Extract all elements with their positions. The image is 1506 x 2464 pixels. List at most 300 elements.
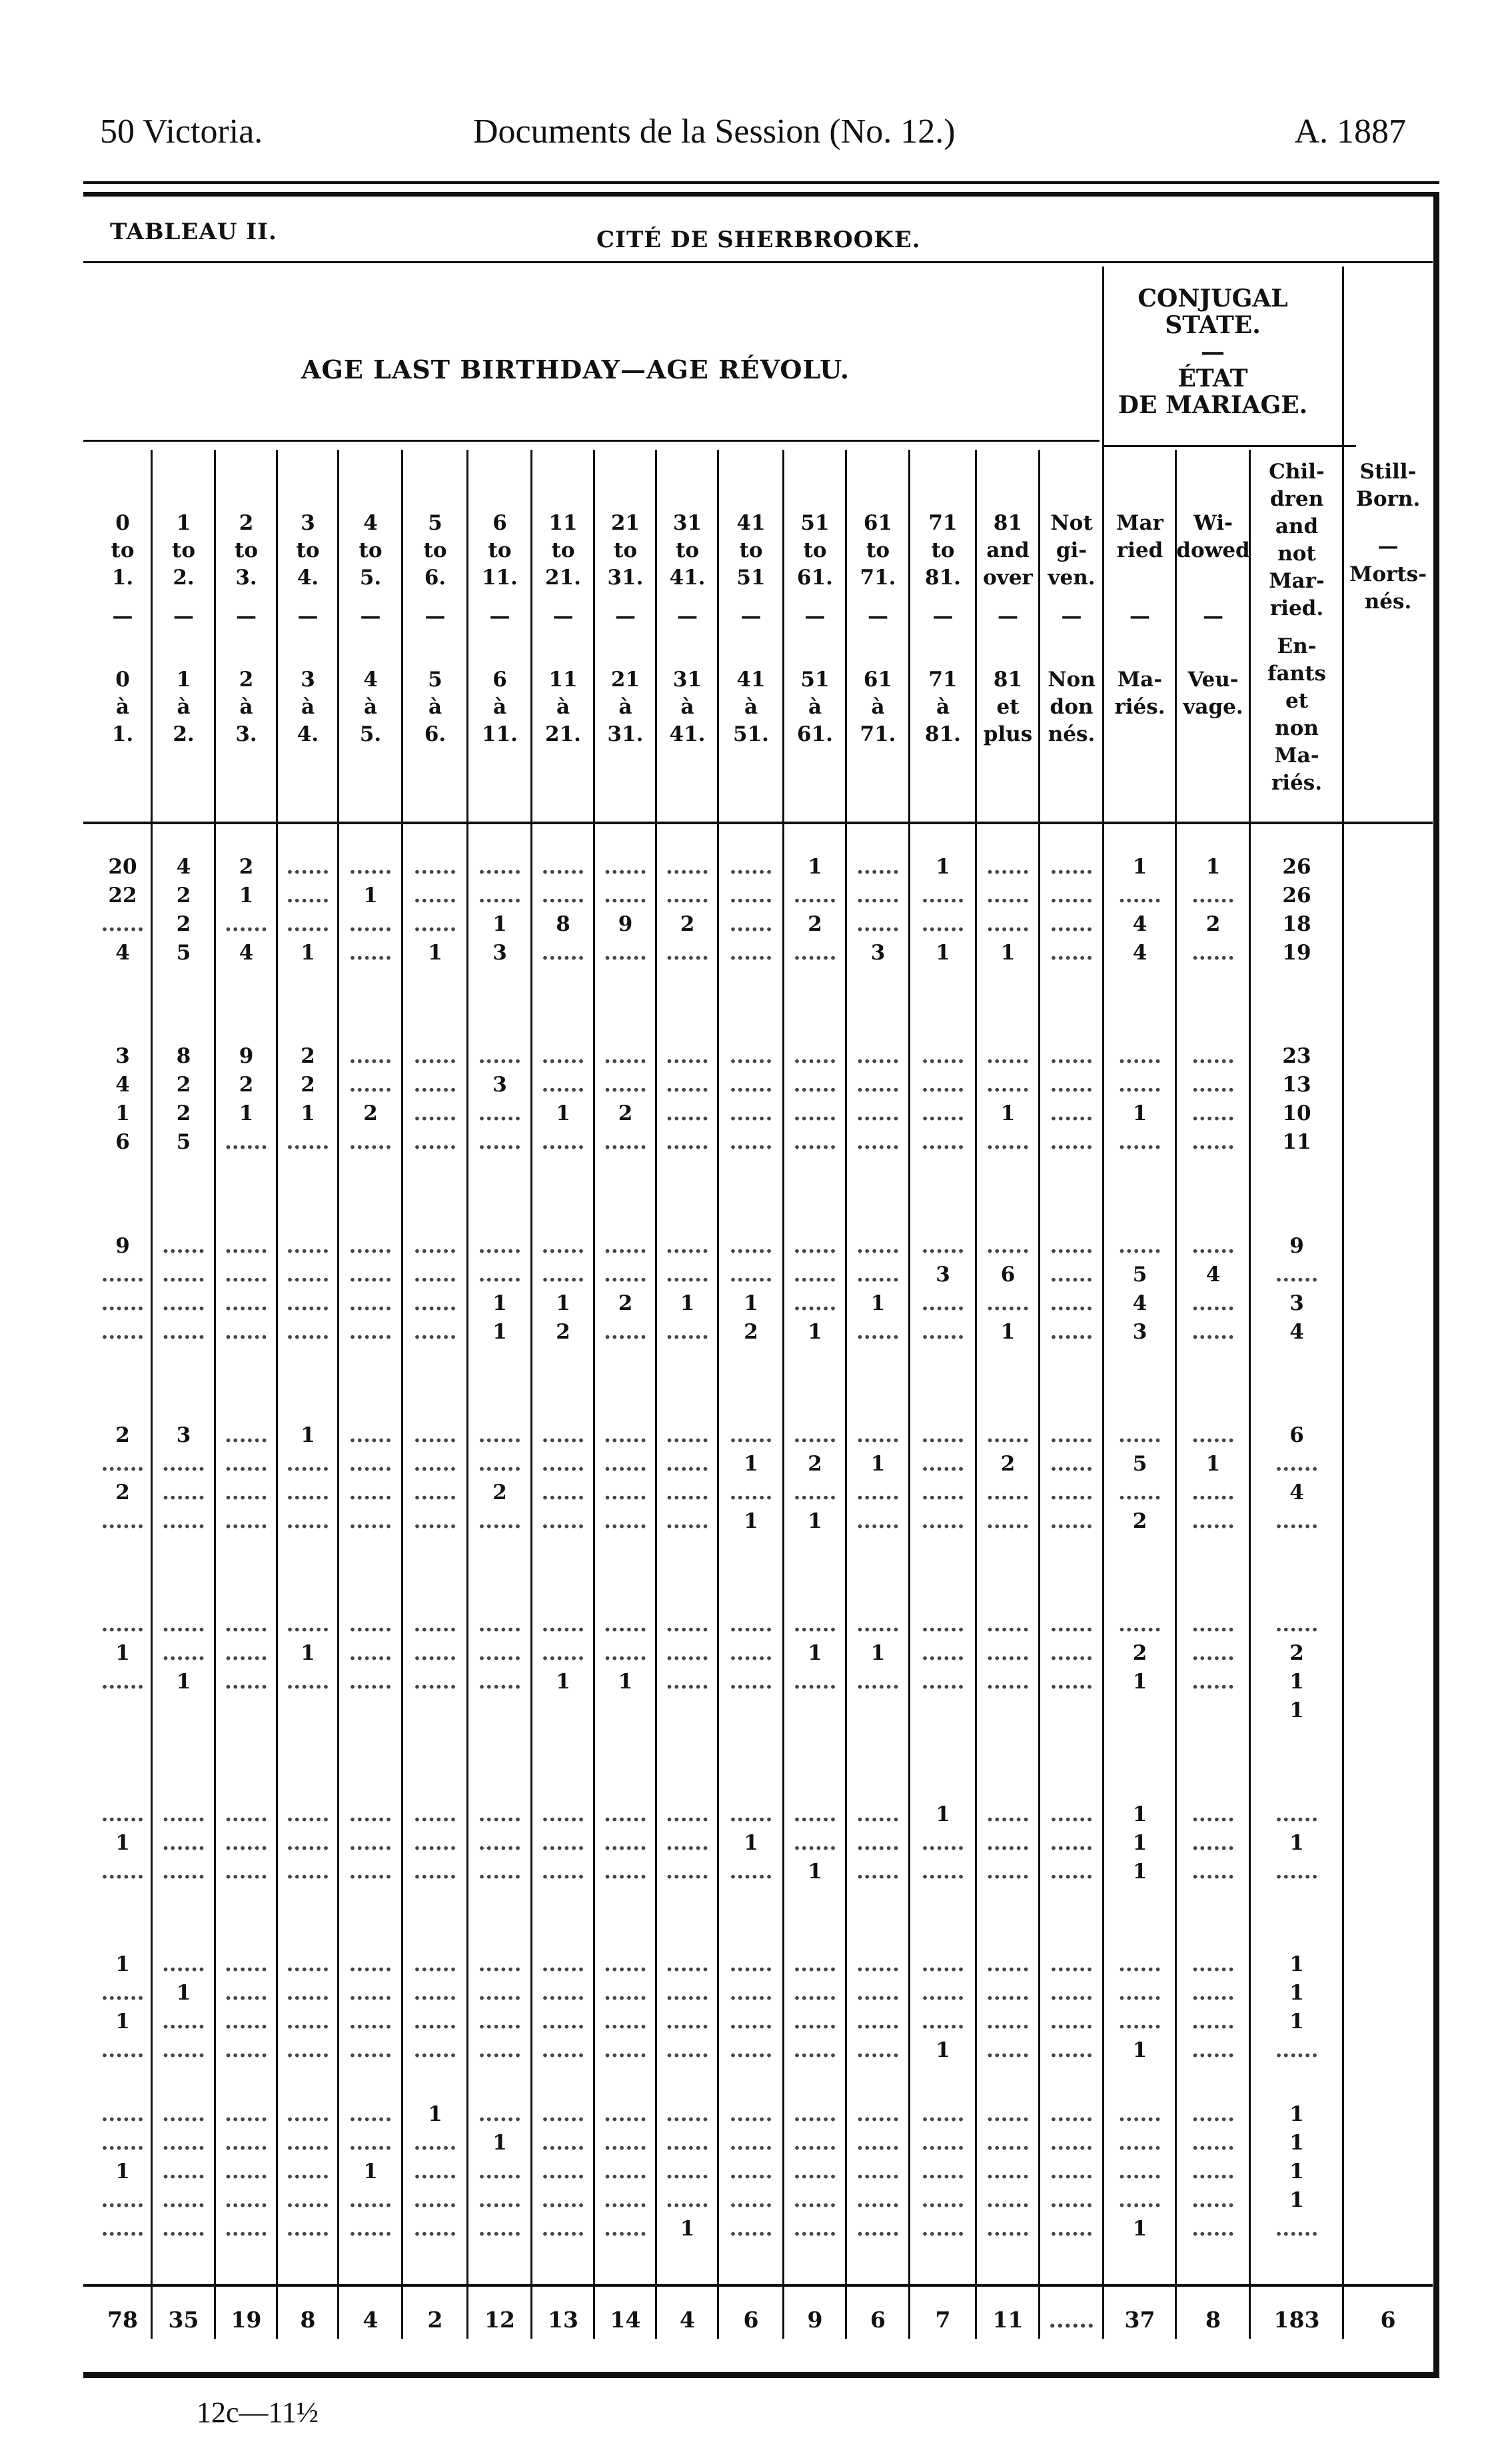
table-cell: ......	[162, 1831, 205, 1855]
header-line: 1	[176, 511, 191, 535]
header-line: à	[301, 695, 315, 719]
column-header-en	[152, 510, 215, 592]
table-cell: ......	[1191, 1481, 1235, 1505]
table-cell: ......	[856, 1320, 900, 1344]
table-cell: ......	[666, 1234, 709, 1258]
table-cell: ......	[1191, 1320, 1235, 1344]
table-cell: ......	[541, 1981, 585, 2005]
table-cell: 19	[1282, 941, 1311, 965]
table-cell: ......	[1191, 1423, 1235, 1447]
header-line: non	[1275, 716, 1319, 740]
table-cell: ......	[986, 1291, 1030, 1315]
header-line: 2.	[173, 566, 195, 590]
table-cell: ......	[729, 1130, 773, 1154]
header-line: 51	[800, 511, 830, 535]
table-cell: ......	[286, 1612, 330, 1636]
table-cell: ......	[162, 2159, 205, 2183]
table-cell: ......	[856, 1952, 900, 1976]
table-cell: 1	[556, 1101, 570, 1125]
table-cell: 1	[115, 1101, 130, 1125]
table-cell: ......	[729, 1952, 773, 1976]
table-cell: ......	[162, 1234, 205, 1258]
table-cell: ......	[729, 941, 773, 965]
table-cell: ......	[793, 2217, 837, 2241]
table-cell: ......	[478, 1981, 522, 2005]
table-cell: ......	[921, 2217, 965, 2241]
table-cell: ......	[793, 1802, 837, 1826]
table-cell: ......	[478, 1802, 522, 1826]
table-cell: 1	[744, 1452, 758, 1476]
table-cell: ......	[541, 1234, 585, 1258]
table-cell: ......	[225, 1670, 268, 1694]
table-cell: 4	[176, 855, 191, 879]
header-line: 6.	[424, 722, 446, 746]
table-cell: ......	[349, 1320, 392, 1344]
table-cell: ......	[1275, 1612, 1319, 1636]
table-cell: 4	[115, 941, 130, 965]
header-line: don	[1050, 695, 1094, 719]
table-cell: ......	[162, 1509, 205, 1533]
table-cell: 2	[176, 884, 191, 908]
table-cell: ......	[986, 1981, 1030, 2005]
column-header-en	[277, 510, 339, 592]
header-line: Not	[1050, 511, 1093, 535]
table-cell: ......	[1191, 1952, 1235, 1976]
table-cell: ......	[286, 1670, 330, 1694]
table-cell: ......	[1118, 1130, 1161, 1154]
header-line: to	[739, 538, 763, 562]
table-cell: 5	[176, 941, 191, 965]
header-line: 2.	[173, 722, 195, 746]
table-cell: ......	[101, 1452, 145, 1476]
table-cell: ......	[604, 1612, 647, 1636]
header-line: 41.	[669, 722, 706, 746]
table-cell: ......	[225, 1612, 268, 1636]
table-cell: 26	[1282, 855, 1311, 879]
table-cell: 1	[808, 1860, 822, 1884]
table-cell: ......	[1275, 1860, 1319, 1884]
table-cell: ......	[921, 1670, 965, 1694]
table-cell: ......	[225, 1130, 268, 1154]
table-cell: 1	[492, 2131, 507, 2155]
table-cell: ......	[1050, 1423, 1094, 1447]
table-cell: 1	[870, 1452, 886, 1476]
table-cell: 4	[1132, 912, 1147, 936]
table-cell: ......	[1275, 1509, 1319, 1533]
table-cell: ......	[1191, 1831, 1235, 1855]
table-cell: ......	[604, 1952, 647, 1976]
table-cell: ......	[856, 884, 900, 908]
table-cell: ......	[1118, 2131, 1161, 2155]
table-cell: 2	[239, 1073, 254, 1097]
table-cell: ......	[666, 2159, 709, 2183]
table-cell: ......	[604, 1423, 647, 1447]
table-cell: ......	[986, 2188, 1030, 2212]
table-cell: ......	[286, 884, 330, 908]
table-cell: ......	[604, 941, 647, 965]
table-cell: 1	[1289, 2010, 1304, 2034]
table-cell: ......	[541, 2038, 585, 2062]
table-cell: 1	[1289, 2188, 1304, 2212]
table-cell: 1	[1289, 1670, 1304, 1694]
header-line: 3.	[235, 566, 257, 590]
header-line: 4.	[297, 566, 319, 590]
table-cell: ......	[1118, 1423, 1161, 1447]
column-header-en	[1250, 458, 1343, 622]
table-cell: ......	[162, 1641, 205, 1665]
table-cell: ......	[666, 2038, 709, 2062]
table-cell: ......	[286, 1234, 330, 1258]
column-header-fr	[910, 666, 976, 748]
total-cell: 7	[935, 2307, 951, 2333]
header-dash: —	[1061, 604, 1082, 628]
table-cell: ......	[986, 1073, 1030, 1097]
table-cell: ......	[604, 1981, 647, 2005]
column-header-fr	[277, 666, 339, 748]
total-cell: 12	[484, 2307, 515, 2333]
table-cell: ......	[413, 855, 457, 879]
signature-mark: 12c—11½	[197, 2396, 319, 2429]
header-line: Chil-	[1269, 460, 1325, 484]
header-line: to	[172, 538, 195, 562]
header-line: dowed	[1176, 538, 1250, 562]
table-cell: 4	[1289, 1481, 1304, 1505]
header-line: à	[428, 695, 442, 719]
table-cell: ......	[413, 1423, 457, 1447]
table-cell: ......	[666, 1860, 709, 1884]
conjugal-heading-line: CONJUGAL	[1137, 285, 1288, 312]
table-cell: ......	[793, 2188, 837, 2212]
header-line: 51	[736, 566, 766, 590]
header-line: to	[931, 538, 955, 562]
session-volume: 50 Victoria.	[100, 113, 263, 151]
table-cell: 13	[1282, 1073, 1311, 1097]
conjugal-heading-line: STATE.	[1165, 311, 1261, 339]
table-cell: ......	[921, 1481, 965, 1505]
table-cell: ......	[413, 1291, 457, 1315]
table-cell: 1	[428, 941, 442, 965]
table-cell: ......	[1050, 1860, 1094, 1884]
table-cell: 2	[115, 1423, 130, 1447]
table-cell: ......	[604, 1509, 647, 1533]
age-heading: AGE LAST BIRTHDAY—AGE RÉVOLU.	[301, 354, 850, 384]
header-line: Wi-	[1193, 511, 1233, 535]
table-cell: 26	[1282, 884, 1311, 908]
table-cell: ......	[478, 2010, 522, 2034]
table-cell: ......	[1118, 2010, 1161, 2034]
table-cell: ......	[541, 2102, 585, 2126]
header-line: not	[1277, 542, 1316, 566]
table-cell: ......	[666, 1263, 709, 1287]
table-cell: ......	[1050, 2217, 1094, 2241]
table-cell: 1	[1132, 2217, 1147, 2241]
table-cell: ......	[793, 1952, 837, 1976]
table-cell: ......	[666, 884, 709, 908]
table-cell: ......	[856, 1860, 900, 1884]
table-cell: ......	[666, 1831, 709, 1855]
table-cell: ......	[604, 1044, 647, 1068]
header-line: riés.	[1114, 695, 1165, 719]
table-cell: ......	[349, 1612, 392, 1636]
table-cell: ......	[162, 1481, 205, 1505]
total-cell: 183	[1273, 2307, 1320, 2333]
header-line: 11	[548, 511, 578, 535]
table-title: CITÉ DE SHERBROOKE.	[596, 227, 921, 253]
table-cell: ......	[286, 2010, 330, 2034]
column-header-fr	[1176, 666, 1250, 721]
table-cell: 3	[936, 1263, 950, 1287]
table-cell: ......	[986, 884, 1030, 908]
header-line: Mar-	[1269, 569, 1325, 593]
table-cell: 1	[744, 1831, 758, 1855]
table-cell: ......	[413, 2217, 457, 2241]
table-cell: 2	[176, 912, 191, 936]
header-line: 3	[301, 668, 315, 692]
table-cell: 1	[1132, 2038, 1147, 2062]
table-cell: 1	[936, 2038, 950, 2062]
table-cell: ......	[1191, 2102, 1235, 2126]
table-label: TABLEAU II.	[110, 219, 277, 245]
table-cell: ......	[225, 1263, 268, 1287]
table-cell: ......	[286, 2159, 330, 2183]
table-cell: 5	[1132, 1263, 1147, 1287]
table-cell: ......	[856, 1423, 900, 1447]
table-cell: ......	[666, 1130, 709, 1154]
header-line: à	[492, 695, 507, 719]
table-cell: ......	[478, 2188, 522, 2212]
table-cell: ......	[666, 2188, 709, 2212]
table-cell: ......	[986, 2131, 1030, 2155]
table-cell: ......	[225, 2159, 268, 2183]
table-cell: ......	[413, 2159, 457, 2183]
total-cell: 14	[610, 2307, 641, 2333]
table-cell: 1	[808, 1641, 822, 1665]
table-cell: ......	[1191, 1612, 1235, 1636]
table-cell: ......	[349, 1423, 392, 1447]
column-rule	[975, 450, 977, 2339]
table-cell: ......	[541, 1073, 585, 1097]
table-cell: ......	[349, 1073, 392, 1097]
header-line: 81.	[925, 722, 961, 746]
table-cell: ......	[413, 1234, 457, 1258]
table-cell: ......	[856, 1981, 900, 2005]
table-cell: ......	[1118, 884, 1161, 908]
table-cell: ......	[1118, 2159, 1161, 2183]
table-cell: 2	[1132, 1641, 1147, 1665]
table-cell: ......	[1191, 1291, 1235, 1315]
table-cell: ......	[225, 2131, 268, 2155]
column-rule	[593, 450, 595, 2339]
table-cell: ......	[101, 1860, 145, 1884]
table-cell: ......	[921, 1452, 965, 1476]
table-cell: ......	[1118, 1234, 1161, 1258]
table-cell: ......	[986, 1481, 1030, 1505]
table-cell: 1	[115, 2010, 130, 2034]
table-cell: ......	[856, 2102, 900, 2126]
table-cell: ......	[478, 884, 522, 908]
table-cell: ......	[729, 2217, 773, 2241]
table-cell: ......	[666, 1612, 709, 1636]
table-cell: 1	[239, 1101, 254, 1125]
table-cell: ......	[349, 1044, 392, 1068]
document-series: Documents de la Session (No. 12.)	[473, 113, 956, 151]
table-cell: ......	[921, 2102, 965, 2126]
table-cell: 1	[115, 1641, 130, 1665]
table-cell: ......	[478, 1612, 522, 1636]
table-cell: ......	[541, 1423, 585, 1447]
table-cell: ......	[349, 2131, 392, 2155]
column-header-en	[1040, 510, 1104, 592]
table-cell: ......	[856, 912, 900, 936]
table-cell: ......	[1118, 1981, 1161, 2005]
table-cell: ......	[793, 2131, 837, 2155]
header-line: to	[235, 538, 258, 562]
table-cell: ......	[921, 1981, 965, 2005]
table-cell: ......	[1275, 2038, 1319, 2062]
table-cell: ......	[986, 2038, 1030, 2062]
table-cell: 4	[239, 941, 254, 965]
total-cell: ......	[1048, 2307, 1095, 2333]
table-cell: ......	[986, 1860, 1030, 1884]
table-cell: ......	[413, 1831, 457, 1855]
table-cell: ......	[793, 1670, 837, 1694]
table-cell: ......	[856, 855, 900, 879]
table-cell: ......	[225, 1509, 268, 1533]
header-line: 61.	[797, 566, 833, 590]
table-cell: ......	[666, 1670, 709, 1694]
table-cell: ......	[729, 1423, 773, 1447]
table-cell: ......	[1050, 1130, 1094, 1154]
header-line: 21	[610, 511, 640, 535]
table-cell: ......	[162, 2010, 205, 2034]
table-cell: ......	[729, 2010, 773, 2034]
header-line: riés.	[1271, 771, 1323, 795]
table-cell: ......	[856, 2010, 900, 2034]
table-cell: 1	[1289, 1698, 1304, 1722]
table-cell: ......	[413, 1860, 457, 1884]
table-cell: ......	[225, 1952, 268, 1976]
table-cell: ......	[478, 2217, 522, 2241]
table-cell: ......	[729, 1981, 773, 2005]
column-header-en	[910, 510, 976, 592]
table-cell: ......	[541, 1860, 585, 1884]
table-cell: ......	[1275, 1263, 1319, 1287]
table-cell: ......	[1275, 1452, 1319, 1476]
header-line: ried	[1116, 538, 1163, 562]
table-cell: ......	[729, 2188, 773, 2212]
table-cell: ......	[413, 1981, 457, 2005]
column-header-fr	[976, 666, 1040, 748]
table-cell: ......	[1050, 855, 1094, 879]
table-cell: 1	[870, 1291, 886, 1315]
table-cell: 4	[1132, 1291, 1147, 1315]
table-cell: ......	[225, 1320, 268, 1344]
table-cell: ......	[1275, 1802, 1319, 1826]
table-cell: ......	[478, 1130, 522, 1154]
header-line: 71	[928, 668, 958, 692]
table-cell: ......	[541, 1044, 585, 1068]
table-cell: ......	[101, 912, 145, 936]
table-cell: 2	[1000, 1452, 1016, 1476]
column-rule	[1342, 267, 1344, 2339]
table-cell: ......	[541, 1263, 585, 1287]
header-line: 11.	[482, 722, 518, 746]
table-cell: 3	[870, 941, 886, 965]
table-cell: 9	[115, 1234, 130, 1258]
header-line: 3	[301, 511, 315, 535]
header-line: 5.	[359, 722, 382, 746]
column-rule	[276, 450, 278, 2339]
table-cell: ......	[349, 2038, 392, 2062]
header-line: 4.	[297, 722, 319, 746]
table-cell: ......	[413, 2010, 457, 2034]
table-cell: ......	[604, 2131, 647, 2155]
column-header-en	[846, 510, 910, 592]
header-line: to	[551, 538, 575, 562]
table-cell: 6	[115, 1130, 130, 1154]
conjugal-heading-line: —	[1201, 338, 1225, 366]
table-cell: ......	[478, 2159, 522, 2183]
table-cell: ......	[286, 1481, 330, 1505]
column-header-fr	[468, 666, 532, 748]
table-cell: 9	[1289, 1234, 1304, 1258]
table-cell: ......	[604, 855, 647, 879]
table-cell: ......	[921, 1831, 965, 1855]
bottom-rule	[83, 2372, 1439, 2378]
column-rule	[401, 450, 403, 2339]
column-header-fr	[1343, 561, 1433, 616]
header-dash: —	[297, 604, 319, 628]
table-cell: 3	[1289, 1291, 1304, 1315]
header-line: and	[1275, 514, 1319, 538]
table-cell: ......	[921, 1423, 965, 1447]
table-cell: ......	[413, 1641, 457, 1665]
table-cell: ......	[286, 1263, 330, 1287]
table-cell: 11	[1282, 1130, 1311, 1154]
header-line: à	[936, 695, 950, 719]
header-line: Mar	[1116, 511, 1163, 535]
table-cell: ......	[793, 2010, 837, 2034]
table-cell: 2	[1205, 912, 1221, 936]
column-header-fr	[1040, 666, 1104, 748]
table-cell: ......	[793, 1481, 837, 1505]
table-cell: 2	[556, 1320, 570, 1344]
total-cell: 11	[992, 2307, 1024, 2333]
table-cell: ......	[349, 2188, 392, 2212]
header-line: 61	[863, 668, 893, 692]
total-cell: 37	[1124, 2307, 1155, 2333]
table-cell: 1	[1289, 1831, 1304, 1855]
table-cell: ......	[1050, 884, 1094, 908]
table-cell: ......	[666, 2010, 709, 2034]
header-line: Ma-	[1274, 744, 1319, 768]
table-cell: ......	[986, 1423, 1030, 1447]
table-cell: ......	[101, 1802, 145, 1826]
table-cell: ......	[162, 2188, 205, 2212]
table-cell: ......	[101, 1612, 145, 1636]
table-cell: ......	[986, 1130, 1030, 1154]
table-cell: ......	[162, 1612, 205, 1636]
table-cell: ......	[921, 912, 965, 936]
header-dash: —	[360, 604, 381, 628]
header-line: over	[983, 566, 1033, 590]
table-cell: 3	[115, 1044, 130, 1068]
table-cell: ......	[793, 1981, 837, 2005]
header-line: et	[996, 695, 1020, 719]
column-header-en	[402, 510, 468, 592]
table-cell: ......	[162, 1802, 205, 1826]
table-cell: ......	[162, 2131, 205, 2155]
